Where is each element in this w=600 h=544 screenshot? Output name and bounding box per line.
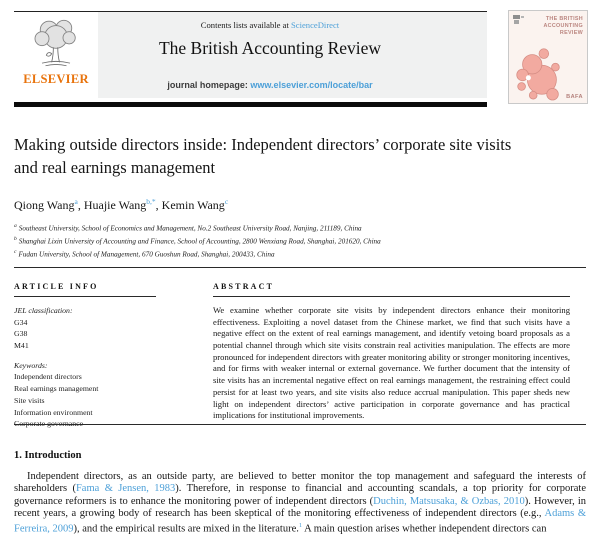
- paragraph-text: A main question arises whether independent directors can: [302, 523, 547, 535]
- header-divider-bar: [14, 102, 487, 107]
- affiliation-sup: a: [14, 223, 17, 229]
- affiliation-sup: c: [14, 249, 17, 256]
- contents-line-text: Contents lists available at: [200, 20, 291, 30]
- journal-homepage-link[interactable]: www.elsevier.com/locate/bar: [250, 80, 373, 90]
- sciencedirect-link[interactable]: ScienceDirect: [291, 20, 340, 30]
- section-divider: [14, 424, 586, 425]
- article-info-heading: ARTICLE INFO: [14, 282, 99, 291]
- paragraph-text: ). Therefore, in response to financial and accounting scandals, a top priority for corporate governance reformers is to enhance the monitoring power of independent directors (: [14, 483, 587, 507]
- paragraph-text: ). However, in recent years, a growing body of research has been skeptical of the monitoring effectiveness of independent directors (e.g.,: [14, 495, 586, 519]
- introduction-paragraph: [14, 471, 586, 536]
- cover-title-line: REVIEW: [559, 30, 583, 37]
- homepage-label: journal homepage:: [167, 80, 251, 90]
- affiliation-sup: b: [14, 236, 17, 243]
- author: [14, 198, 84, 212]
- jel-code: M41: [14, 341, 29, 351]
- cover-title-line: THE BRITISH: [545, 16, 583, 22]
- article-info-section: [14, 282, 156, 430]
- citation-link[interactable]: Duchin, Matsusaka, & Ozbas, 2010: [373, 495, 525, 507]
- journal-header: [14, 11, 487, 98]
- contents-line: [100, 20, 440, 30]
- affiliation-list: [14, 222, 586, 261]
- elsevier-logo: [14, 12, 98, 104]
- abstract-section: [213, 282, 570, 422]
- affiliation: [14, 248, 586, 261]
- article-title: Making outside directors inside: Independent directors’ corporate site visits and real earnings management: [14, 135, 512, 177]
- journal-homepage-line: [100, 80, 440, 90]
- author: [84, 198, 162, 212]
- keyword: Corporate governance: [14, 419, 84, 429]
- section-divider: [14, 267, 586, 268]
- author-list: [14, 197, 574, 213]
- affiliation: [14, 235, 586, 248]
- author-affiliation-ref[interactable]: c: [224, 197, 229, 206]
- keyword: Information environment: [14, 407, 93, 417]
- affiliation: [14, 222, 586, 235]
- author: [162, 198, 228, 212]
- elsevier-tree-icon: [28, 15, 84, 71]
- footnote-ref[interactable]: 1: [298, 522, 303, 530]
- jel-label: JEL classification:: [14, 306, 73, 315]
- abstract-text: We examine whether corporate site visits by independent directors enhance their monitoring effectiveness. Exploiting a novel dataset from the Chinese market, we find that such visits have a negative effect on the extent of real earnings management, and identify vetoing board proposals as a potential channel through which site visits constrain real activities manipulation. The effects are more pronounced for independent directors with greater monitoring ability or stronger monitoring incentives, and for firms with weaker internal or external governance. We further document that the intensity of site visits has an incremental negative effect on real earnings management, the restraining effect could persist for at least two years, and site visits also reduce accrual manipulation. This paper sheds new light on independent directors’ active participation in corporate governance and has practical implications for institutional improvements.: [213, 305, 570, 421]
- affiliation-text: Southeast University, School of Economics and Management, No.2 Southeast University Road, Nanjing, 211189, China: [18, 224, 362, 233]
- citation-link[interactable]: Fama & Jensen, 1983: [75, 483, 176, 495]
- cover-art-fractal: [510, 43, 568, 101]
- author-separator: ,: [155, 198, 162, 212]
- abstract-heading: ABSTRACT: [213, 282, 275, 291]
- author-affiliation-ref[interactable]: b,*: [146, 197, 156, 206]
- jel-code: G38: [14, 329, 28, 339]
- author-name: Qiong Wang: [14, 198, 75, 212]
- keywords-label: Keywords:: [14, 360, 48, 370]
- paragraph-text: ), and the empirical results are mixed in the literature.: [73, 523, 299, 535]
- heading-rule: [14, 296, 156, 297]
- author-name: Huajie Wang: [83, 198, 147, 212]
- keyword: Site visits: [14, 395, 45, 405]
- journal-cover-thumbnail: [508, 10, 588, 104]
- cover-emblem-icon: [513, 15, 525, 25]
- affiliation-text: Shanghai Lixin University of Accounting and Finance, School of Accounting, 2800 Wenxiang Road, Shanghai, 201620, China: [18, 237, 381, 246]
- heading-rule: [213, 296, 570, 297]
- affiliation-text: Fudan University, School of Management, 670 Guoshun Road, Shanghai, 200433, China: [18, 250, 275, 259]
- citation-link[interactable]: Adams & Ferreira, 2009: [14, 507, 586, 535]
- author-affiliation-ref[interactable]: a: [74, 197, 78, 206]
- author-name: Kemin Wang: [161, 198, 225, 212]
- cover-bafa-badge: BAFA: [566, 94, 583, 100]
- cover-journal-title: [543, 16, 583, 37]
- journal-title: The British Accounting Review: [158, 38, 382, 58]
- keyword: Real earnings management: [14, 384, 99, 394]
- keyword: Independent directors: [14, 372, 82, 382]
- jel-code: G34: [14, 317, 28, 327]
- elsevier-wordmark: ELSEVIER: [23, 72, 89, 86]
- paragraph-text: Independent directors, as an outside party, are believed to better monitor the top management and safeguard the interests of shareholders (: [14, 471, 586, 495]
- journal-header-center: [100, 12, 440, 98]
- introduction-heading: 1. Introduction: [14, 450, 82, 461]
- author-separator: ,: [77, 198, 84, 212]
- cover-title-line: ACCOUNTING: [543, 23, 583, 30]
